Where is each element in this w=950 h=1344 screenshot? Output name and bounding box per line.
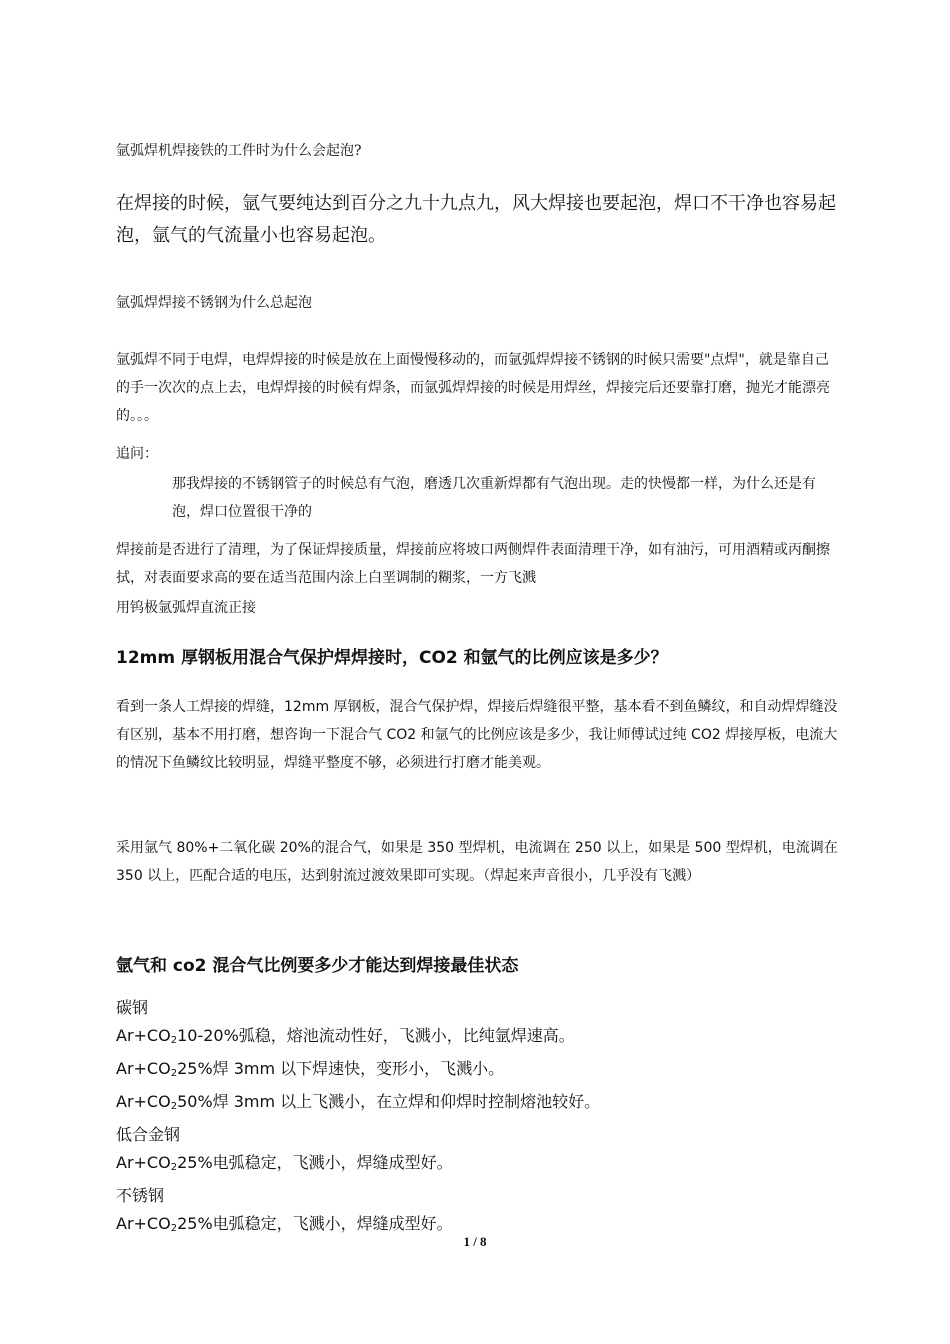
followup-label: 追问：	[116, 446, 158, 462]
gas-formula: Ar+CO	[116, 1214, 171, 1233]
answer-1: 在焊接的时候，氩气要纯达到百分之九十九点九，风大焊接也要起泡，焊口不干净也容易起泡，氩气的气流量小也容易起泡。	[116, 193, 836, 246]
ratio-value: 10-20%	[177, 1026, 239, 1045]
ratio-value: 50%	[177, 1092, 213, 1111]
gas-subscript: 2	[170, 1162, 178, 1173]
ratio-description: 弧稳，熔池流动性好，飞溅小，比纯氩焊速高。	[238, 1026, 575, 1045]
ratio-line	[116, 1149, 838, 1182]
ratio-value: 25%	[177, 1214, 213, 1233]
gas-formula: Ar+CO	[116, 1026, 171, 1045]
paragraph-1: 看到一条人工焊接的焊缝，12mm 厚钢板，混合气保护焊，焊接后焊缝很平整，基本看不到鱼鳞纹，和自动焊焊缝没有区别，基本不用打磨，想咨询一下混合气 CO2 和氩气的比例应该是多少，我让师傅试过纯 CO2 焊接厚板，电流大的情况下鱼鳞纹比较明显，焊缝平整度不够，必须进行打磨才能美观。	[116, 699, 838, 771]
gas-ratio-list	[116, 994, 838, 1243]
section-heading-2: 氩气和 co2 混合气比例要多少才能达到焊接最佳状态	[116, 956, 519, 976]
ratio-description: 电弧稳定，飞溅小，焊缝成型好。	[212, 1214, 453, 1233]
ratio-description: 电弧稳定，飞溅小，焊缝成型好。	[212, 1153, 453, 1172]
ratio-line	[116, 1055, 838, 1088]
question-title-2: 氩弧焊焊接不锈钢为什么总起泡	[116, 295, 312, 311]
answer-2: 氩弧焊不同于电焊，电焊焊接的时候是放在上面慢慢移动的，而氩弧焊焊接不锈钢的时候只需要"点焊"，就是靠自己的手一次次的点上去，电焊焊接的时候有焊条，而氩弧焊焊接的时候是用焊丝，焊接完后还要靠打磨，抛光才能漂亮的。。。	[116, 352, 830, 424]
category-label: 碳钢	[116, 998, 149, 1017]
followup-answer: 焊接前是否进行了清理，为了保证焊接质量，焊接前应将坡口两侧焊件表面清理干净，如有油污，可用酒精或丙酮擦拭，对表面要求高的要在适当范围内涂上白垩调制的糊浆，一方飞溅	[116, 542, 830, 586]
gas-formula: Ar+CO	[116, 1092, 171, 1111]
gas-subscript: 2	[170, 1223, 178, 1234]
ratio-line	[116, 1088, 838, 1121]
paragraph-2: 采用氩气 80%+二氧化碳 20%的混合气，如果是 350 型焊机，电流调在 250 以上，如果是 500 型焊机，电流调在 350 以上，匹配合适的电压，达到射流过渡效果即可实现。（焊起来声音很小，几乎没有飞溅）	[116, 840, 838, 884]
section-heading-1: 12mm 厚钢板用混合气保护焊焊接时，CO2 和氩气的比例应该是多少？	[116, 648, 668, 668]
category-label: 低合金钢	[116, 1125, 181, 1144]
gas-formula: Ar+CO	[116, 1153, 171, 1172]
gas-subscript: 2	[170, 1101, 178, 1112]
question-title-1: 氩弧焊机焊接铁的工件时为什么会起泡?	[116, 143, 362, 159]
gas-subscript: 2	[170, 1068, 178, 1079]
ratio-value: 25%	[177, 1059, 213, 1078]
followup-answer-2: 用钨极氩弧焊直流正接	[116, 600, 256, 616]
ratio-description: 焊 3mm 以下焊速快，变形小，飞溅小。	[212, 1059, 505, 1078]
page-number: 1 / 8	[463, 1234, 487, 1249]
ratio-line	[116, 1022, 838, 1055]
gas-formula: Ar+CO	[116, 1059, 171, 1078]
ratio-value: 25%	[177, 1153, 213, 1172]
followup-question: 那我焊接的不锈钢管子的时候总有气泡，磨透几次重新焊都有气泡出现。走的快慢都一样，为什么还是有泡，焊口位置很干净的	[172, 476, 816, 520]
category-label: 不锈钢	[116, 1186, 165, 1205]
gas-subscript: 2	[170, 1035, 178, 1046]
ratio-description: 焊 3mm 以上飞溅小，在立焊和仰焊时控制熔池较好。	[212, 1092, 601, 1111]
